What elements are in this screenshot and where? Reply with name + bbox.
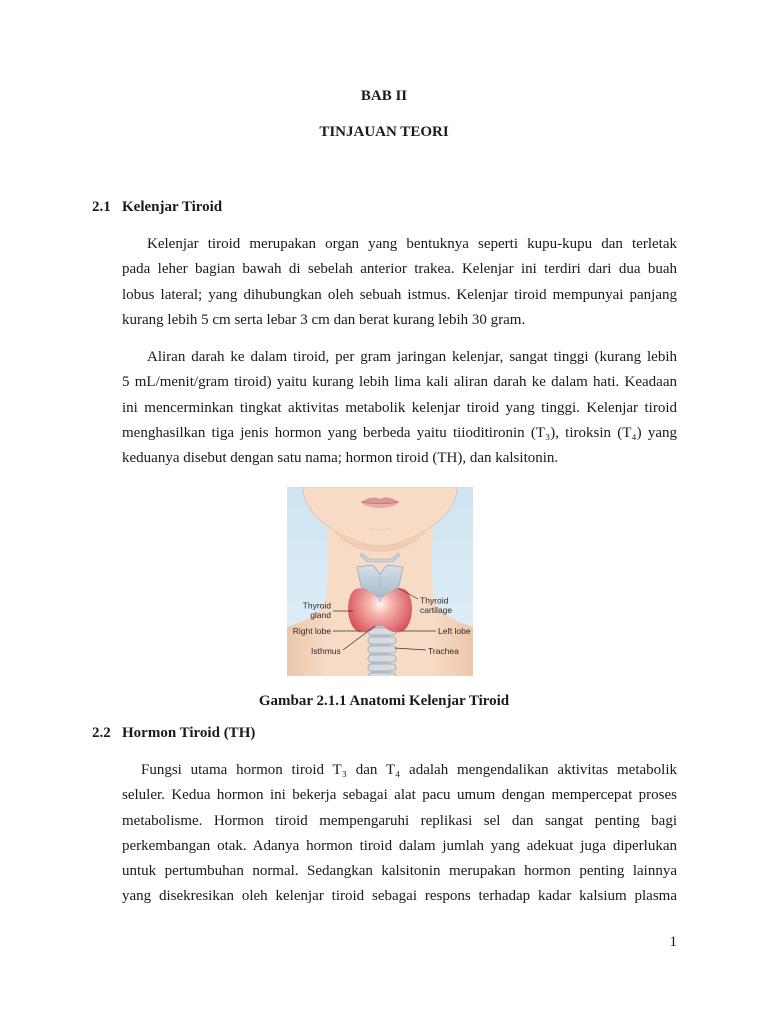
chapter-title: TINJAUAN TEORI	[319, 124, 449, 140]
figure-label-right-lobe: Right lobe	[292, 626, 331, 636]
section-title: Kelenjar Tiroid	[122, 199, 223, 215]
paragraph-line: yang disekresikan oleh kelenjar tiroid sebagai respons terhadap kadar kalsium plasma	[122, 888, 677, 905]
paragraph-line: pada leher bagian bawah di sebelah anterior trakea. Kelenjar ini terdiri dari dua buah	[122, 261, 677, 278]
section-number: 2.1	[92, 199, 111, 215]
isthmus	[367, 612, 393, 626]
figure-label-left-lobe: Left lobe	[438, 626, 471, 636]
thyroid-anatomy-illustration	[287, 487, 473, 676]
paragraph-line: metabolisme. Hormon tiroid mempengaruhi replikasi sel dan sangat penting bagi	[122, 812, 677, 829]
figure-label-thyroid-cartilage: cartilage	[420, 605, 453, 615]
section-number: 2.2	[92, 725, 111, 741]
figure-label-trachea: Trachea	[428, 646, 459, 656]
paragraph-line: seluler. Kedua hormon ini bekerja sebagai alat pacu umum dengan mempercepat proses	[122, 787, 677, 804]
figure-label-thyroid-cartilage: Thyroid	[420, 595, 449, 606]
paragraph-line: ini mencerminkan tingkat aktivitas metabolik kelenjar tiroid yang tinggi. Kelenjar tiroid	[122, 399, 677, 416]
paragraph-line: 5 mL/menit/gram tiroid) yaitu kurang lebih lima kali aliran darah ke dalam hati. Keadaan	[122, 374, 677, 391]
paragraph-line: kurang lebih 5 cm serta lebar 3 cm dan berat kurang lebih 30 gram.	[122, 311, 526, 328]
paragraph-line: keduanya disebut dengan satu nama; hormon tiroid (TH), dan kalsitonin.	[122, 450, 559, 467]
section-heading	[92, 721, 255, 746]
figure-label-thyroid-gland: gland	[310, 610, 331, 620]
paragraph	[122, 232, 677, 333]
paragraph-line: Fungsi utama hormon tiroid T₃ dan T₄ adalah mengendalikan aktivitas metabolik	[141, 762, 677, 778]
chapter-number: BAB II	[360, 88, 408, 104]
figure-label-isthmus: Isthmus	[311, 646, 341, 656]
figure-caption: Gambar 2.1.1 Anatomi Kelenjar Tiroid	[258, 693, 510, 709]
thyroid-anatomy-drawing	[287, 487, 473, 676]
paragraph-line: Aliran darah ke dalam tiroid, per gram jaringan kelenjar, sangat tinggi (kurang lebih	[147, 349, 677, 365]
paragraph-line: menghasilkan tiga jenis hormon yang berbeda yaitu tiioditironin (T₃), tiroksin (T₄) yang	[122, 424, 677, 441]
paragraph	[122, 758, 677, 910]
paragraph-line: Kelenjar tiroid merupakan organ yang bentuknya seperti kupu-kupu dan terletak	[147, 236, 677, 252]
paragraph-line: lobus lateral; yang dihubungkan oleh sebuah istmus. Kelenjar tiroid mempunyai panjang	[122, 286, 677, 303]
figure-label-thyroid-gland: Thyroid	[302, 600, 331, 611]
paragraph-line: perkembangan otak. Adanya hormon tiroid dalam jumlah yang adekuat juga diperlukan	[122, 837, 677, 854]
section-title: Hormon Tiroid (TH)	[122, 725, 256, 741]
section-heading	[92, 195, 222, 220]
paragraph	[122, 345, 677, 471]
paragraph-line: untuk pertumbuhan normal. Sedangkan kalsitonin merupakan hormon penting lainnya	[122, 863, 677, 880]
page-number: 1	[669, 934, 677, 950]
